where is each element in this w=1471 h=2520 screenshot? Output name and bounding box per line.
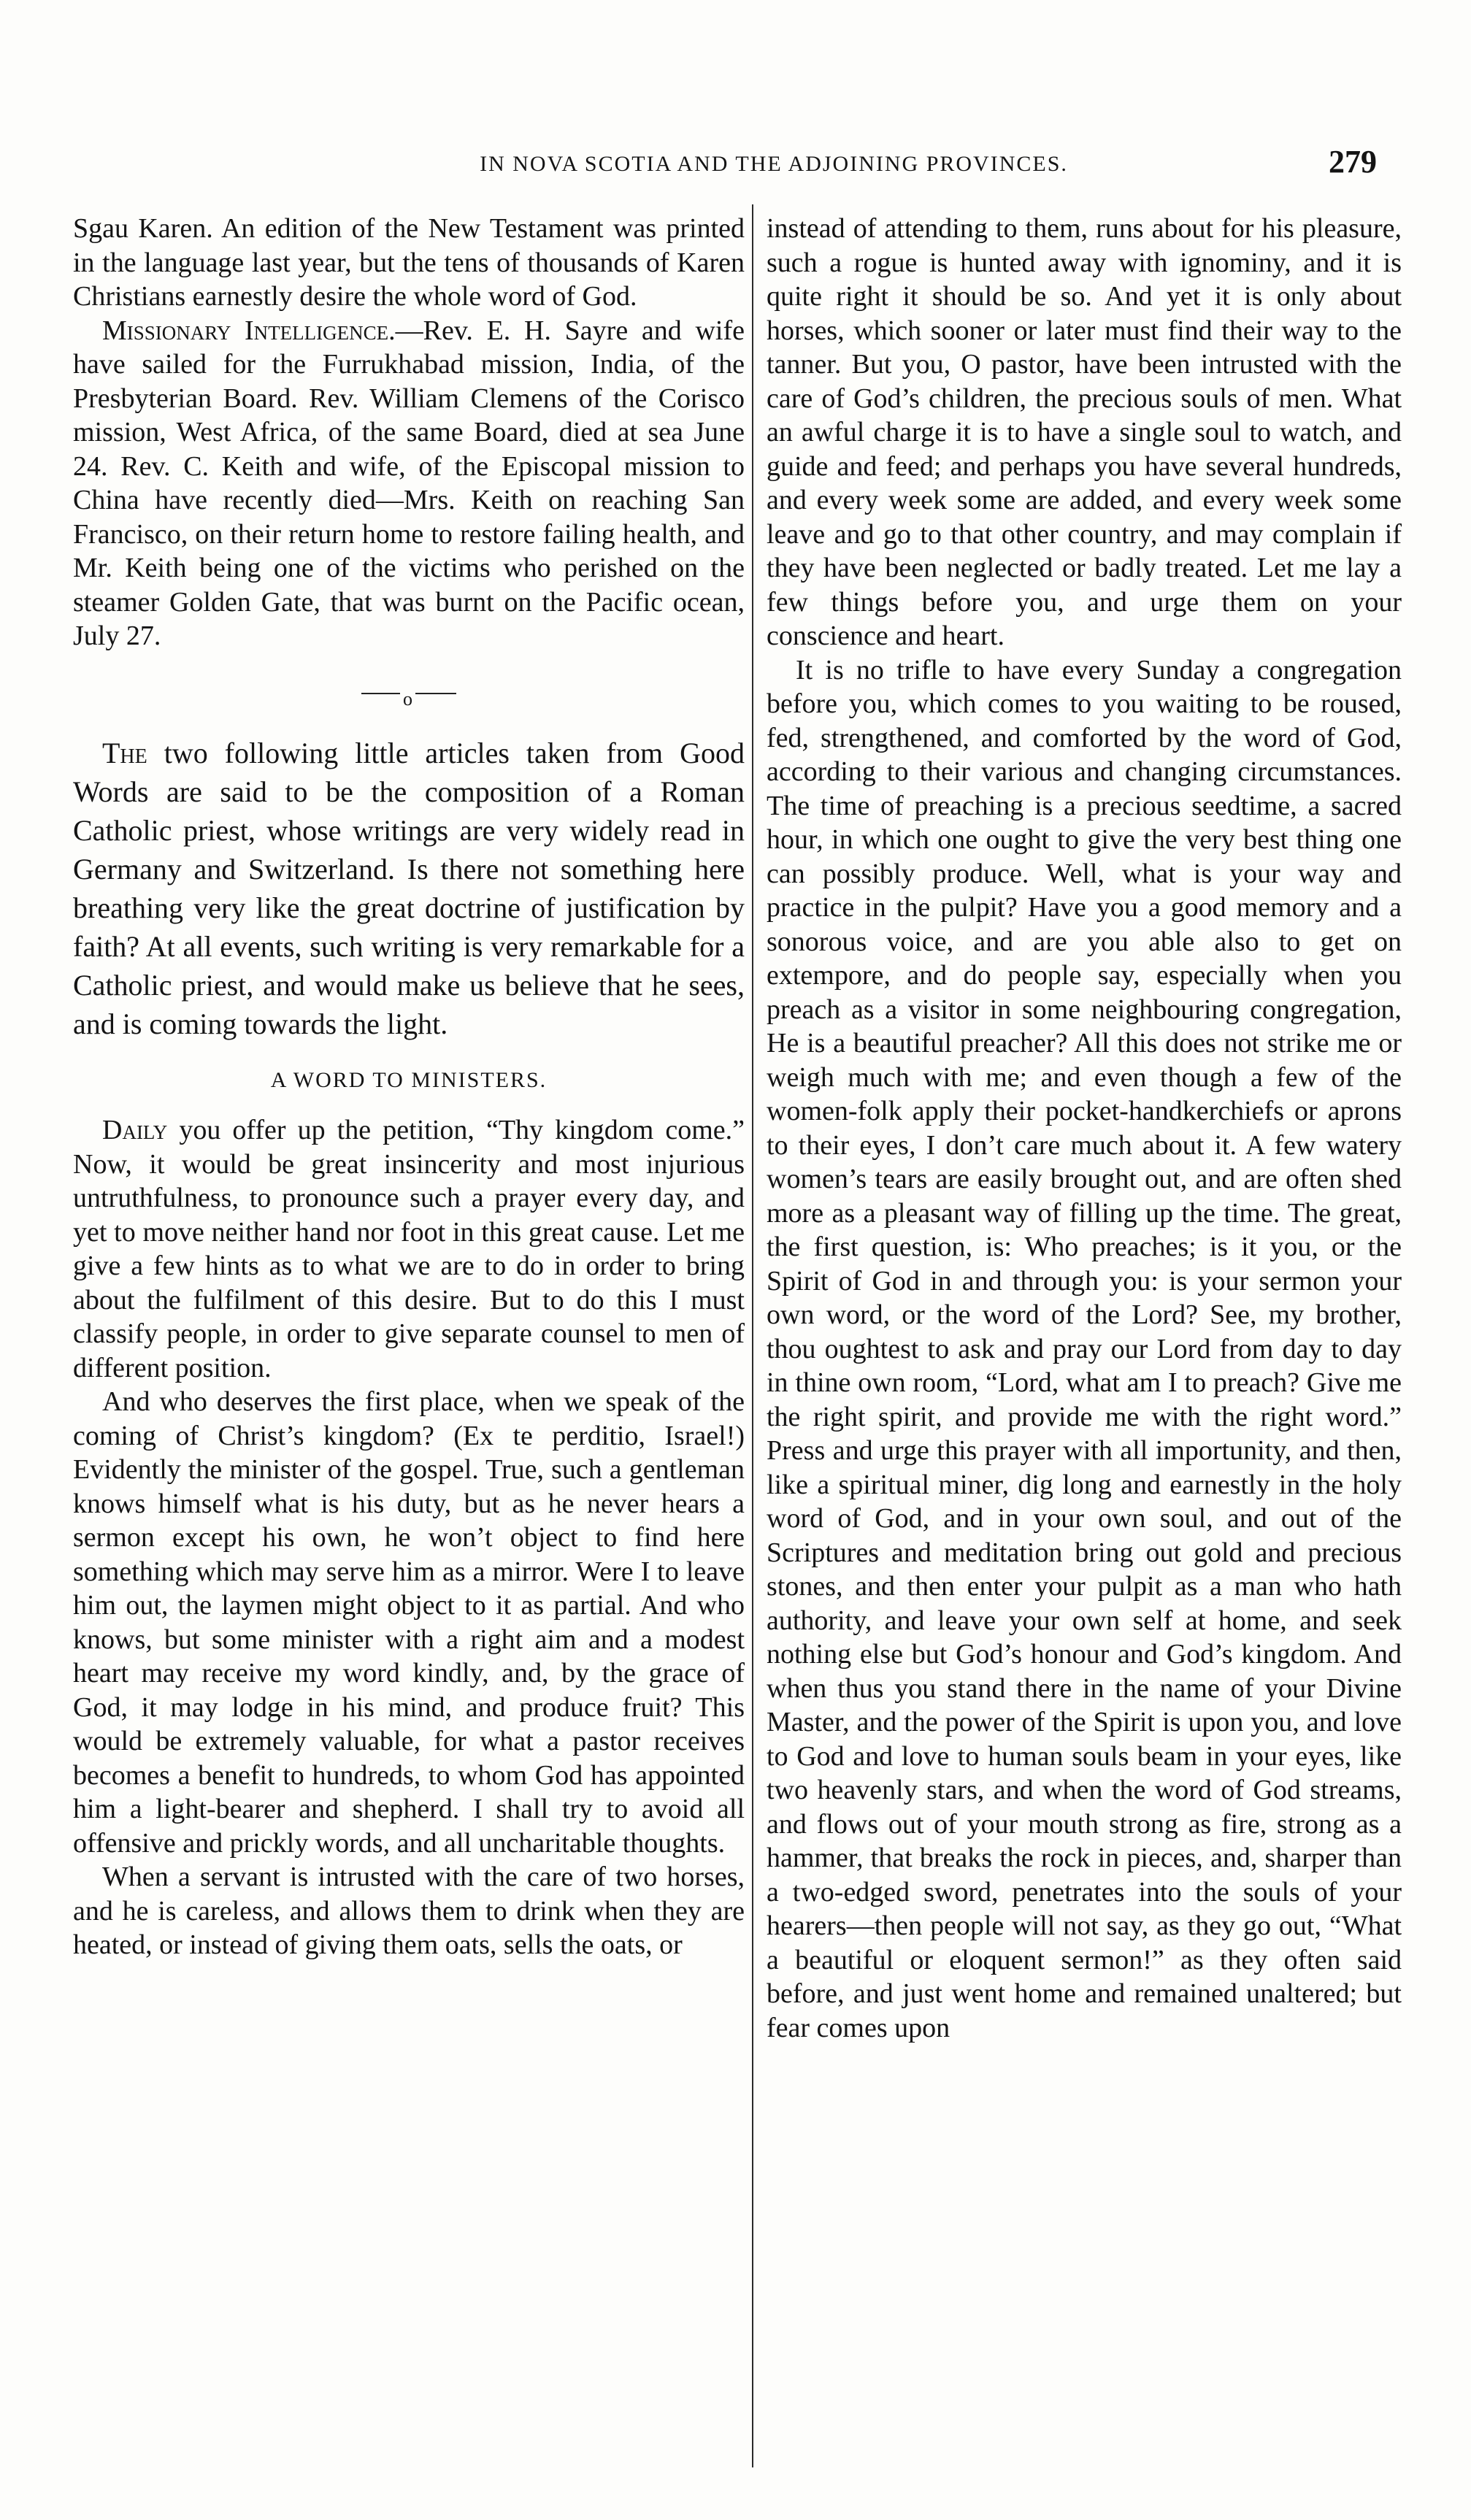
paragraph-no-trifle: It is no trifle to have every Sunday a congregation before you, which comes to you waiting to be roused, fed, strengthened, and comforted by the word of God, according to their various and changing circumstances. The time of preaching is a precious seedtime, a sacred hour, in which one ought to give the very best thing one can possibly produce. Well, what is your way and practice in the pulpit? Have you a good memory and a sonorous voice, and are you able also to get on extempore, and do people say, especially when you preach as a visitor in some neighbouring congregation, He is a beautiful preacher? All this does not strike me or weigh much with me; and even though a few of the women-folk apply their pocket-handkerchiefs or aprons to their eyes, I don’t care much about it. A few watery women’s tears are easily brought out, and are often shed more as a pleasant way of filling up the time. The great, the first question, is: Who preaches; is it you, or the Spirit of God in and through you: is your sermon your own word, or the word of the Lord? See, my brother, thou oughtest to ask and pray our Lord from day to day in thine own room, “Lord, what am I to preach? Give me the right spirit, and provide me with the right word.” Press and urge this prayer with all importunity, and then, like a spiritual miner, dig long and earnestly in the holy word of God, and in your own soul, and out of the Scriptures and meditation bring out gold and precious stones, and then enter your pulpit as a man who hath authority, and leave your own self at home, and seek nothing else but God’s honour and God’s kingdom. And when thus you stand there in the name of your Divine Master, and the power of the Spirit is upon you, and love to God and love to human souls beam in your eyes, like two heavenly stars, and when the word of God streams, and flows out of your mouth strong as fire, strong as a hammer, that breaks the rock in pieces, and, sharper than a two-edged sword, penetrates into the souls of your hearers—then people will not say, as they go out, “What a beautiful or eloquent sermon!” as they often said before, and just went home and remained unaltered; but fear comes upon (767, 654, 1402, 2043)
intro-lead-word: The (102, 736, 147, 769)
column-rule (752, 204, 753, 2467)
paragraph-missionary-intelligence (73, 314, 745, 653)
running-head: IN NOVA SCOTIA AND THE ADJOINING PROVINCES. (480, 152, 1068, 176)
separator (73, 683, 745, 710)
paragraph-instead: instead of attending to them, runs about for his pleasure, such a rogue is hunted away with ignominy, and it is quite right it should be so. And yet it is only about horses, which sooner or later must find their way to the tanner. But you, O pastor, have been intrusted with the care of God’s children, the precious souls of men. What an awful charge it is to have a single soul to watch, and guide and feed; and perhaps you have several hundreds, and every week some are added, and every week some leave and go to that other country, and may complain if they have been neglected or badly treated. Let me lay a few things before you, and urge them on your conscience and heart. (767, 213, 1402, 651)
article-title: A WORD TO MINISTERS. (270, 1067, 548, 1092)
left-column (73, 212, 745, 1962)
intro-body: two following little articles taken from Good Words are said to be the composition of a Roman Catholic priest, whose writings are very widely read in Germany and Switzerland. Is there not something here breathing very like the great doctrine of justification by faith? At all events, such writing is very remarkable for a Catholic priest, and would make us believe that he sees, and is coming towards the light. (73, 736, 745, 1040)
paragraph-karen: Sgau Karen. An edition of the New Testament was printed in the language last year, but the tens of thousands of Karen Christians earnestly desire the whole word of God. (73, 213, 745, 312)
missionary-body: —Rev. E. H. Sayre and wife have sailed for the Furrukhabad mission, India, of the Presbyterian Board. Rev. William Clemens of the Corisco mission, West Africa, of the same Board, died at sea June 24. Rev. C. Keith and wife, of the Episcopal mission to China have recently died—Mrs. Keith on reaching San Francisco, on their return home to restore failing health, and Mr. Keith being one of the victims who perished on the steamer Golden Gate, that was burnt on the Pacific ocean, July 27. (73, 315, 745, 651)
paragraph-daily (73, 1113, 745, 1385)
section-heading: Missionary Intelligence. (102, 315, 396, 346)
right-column (767, 212, 1402, 2045)
paragraph-servant: When a servant is intrusted with the care of two horses, and he is careless, and allows them to drink when they are heated, or instead of giving them oats, sells the oats, or (73, 1862, 745, 1960)
page-number: 279 (1329, 144, 1377, 180)
paragraph-who-deserves: And who deserves the first place, when we speak of the coming of Christ’s kingdom? (Ex te perditio, Israel!) Evidently the minister of the gospel. True, such a gentleman knows himself what is his duty, but as he never hears a sermon except his own, he won’t object to find here something which may serve him as a mirror. Were I to leave him out, the laymen might object to it as partial. And who knows, but some minister with a right aim and a modest heart may receive my word kindly, and, by the grace of God, it may lodge in his mind, and produce fruit? This would be extremely valuable, for what a pastor receives becomes a benefit to hundreds, to whom God has appointed him a light-bearer and shepherd. I shall try to avoid all offensive and prickly words, and all uncharitable thoughts. (73, 1386, 745, 1859)
daily-body: you offer up the petition, “Thy kingdom come.” Now, it would be great insincerity and most injurious untruthfulness, to pronounce such a prayer every day, and yet to move neither hand nor foot in this great cause. Let me give a few hints as to what we are to do in order to bring about the fulfilment of this desire. But to do this I must classify people, in order to give separate counsel to men of different position. (73, 1115, 745, 1383)
separator-mark: o (400, 683, 415, 717)
paragraph-introduction (73, 734, 745, 1043)
daily-lead-word: Daily (102, 1115, 168, 1145)
